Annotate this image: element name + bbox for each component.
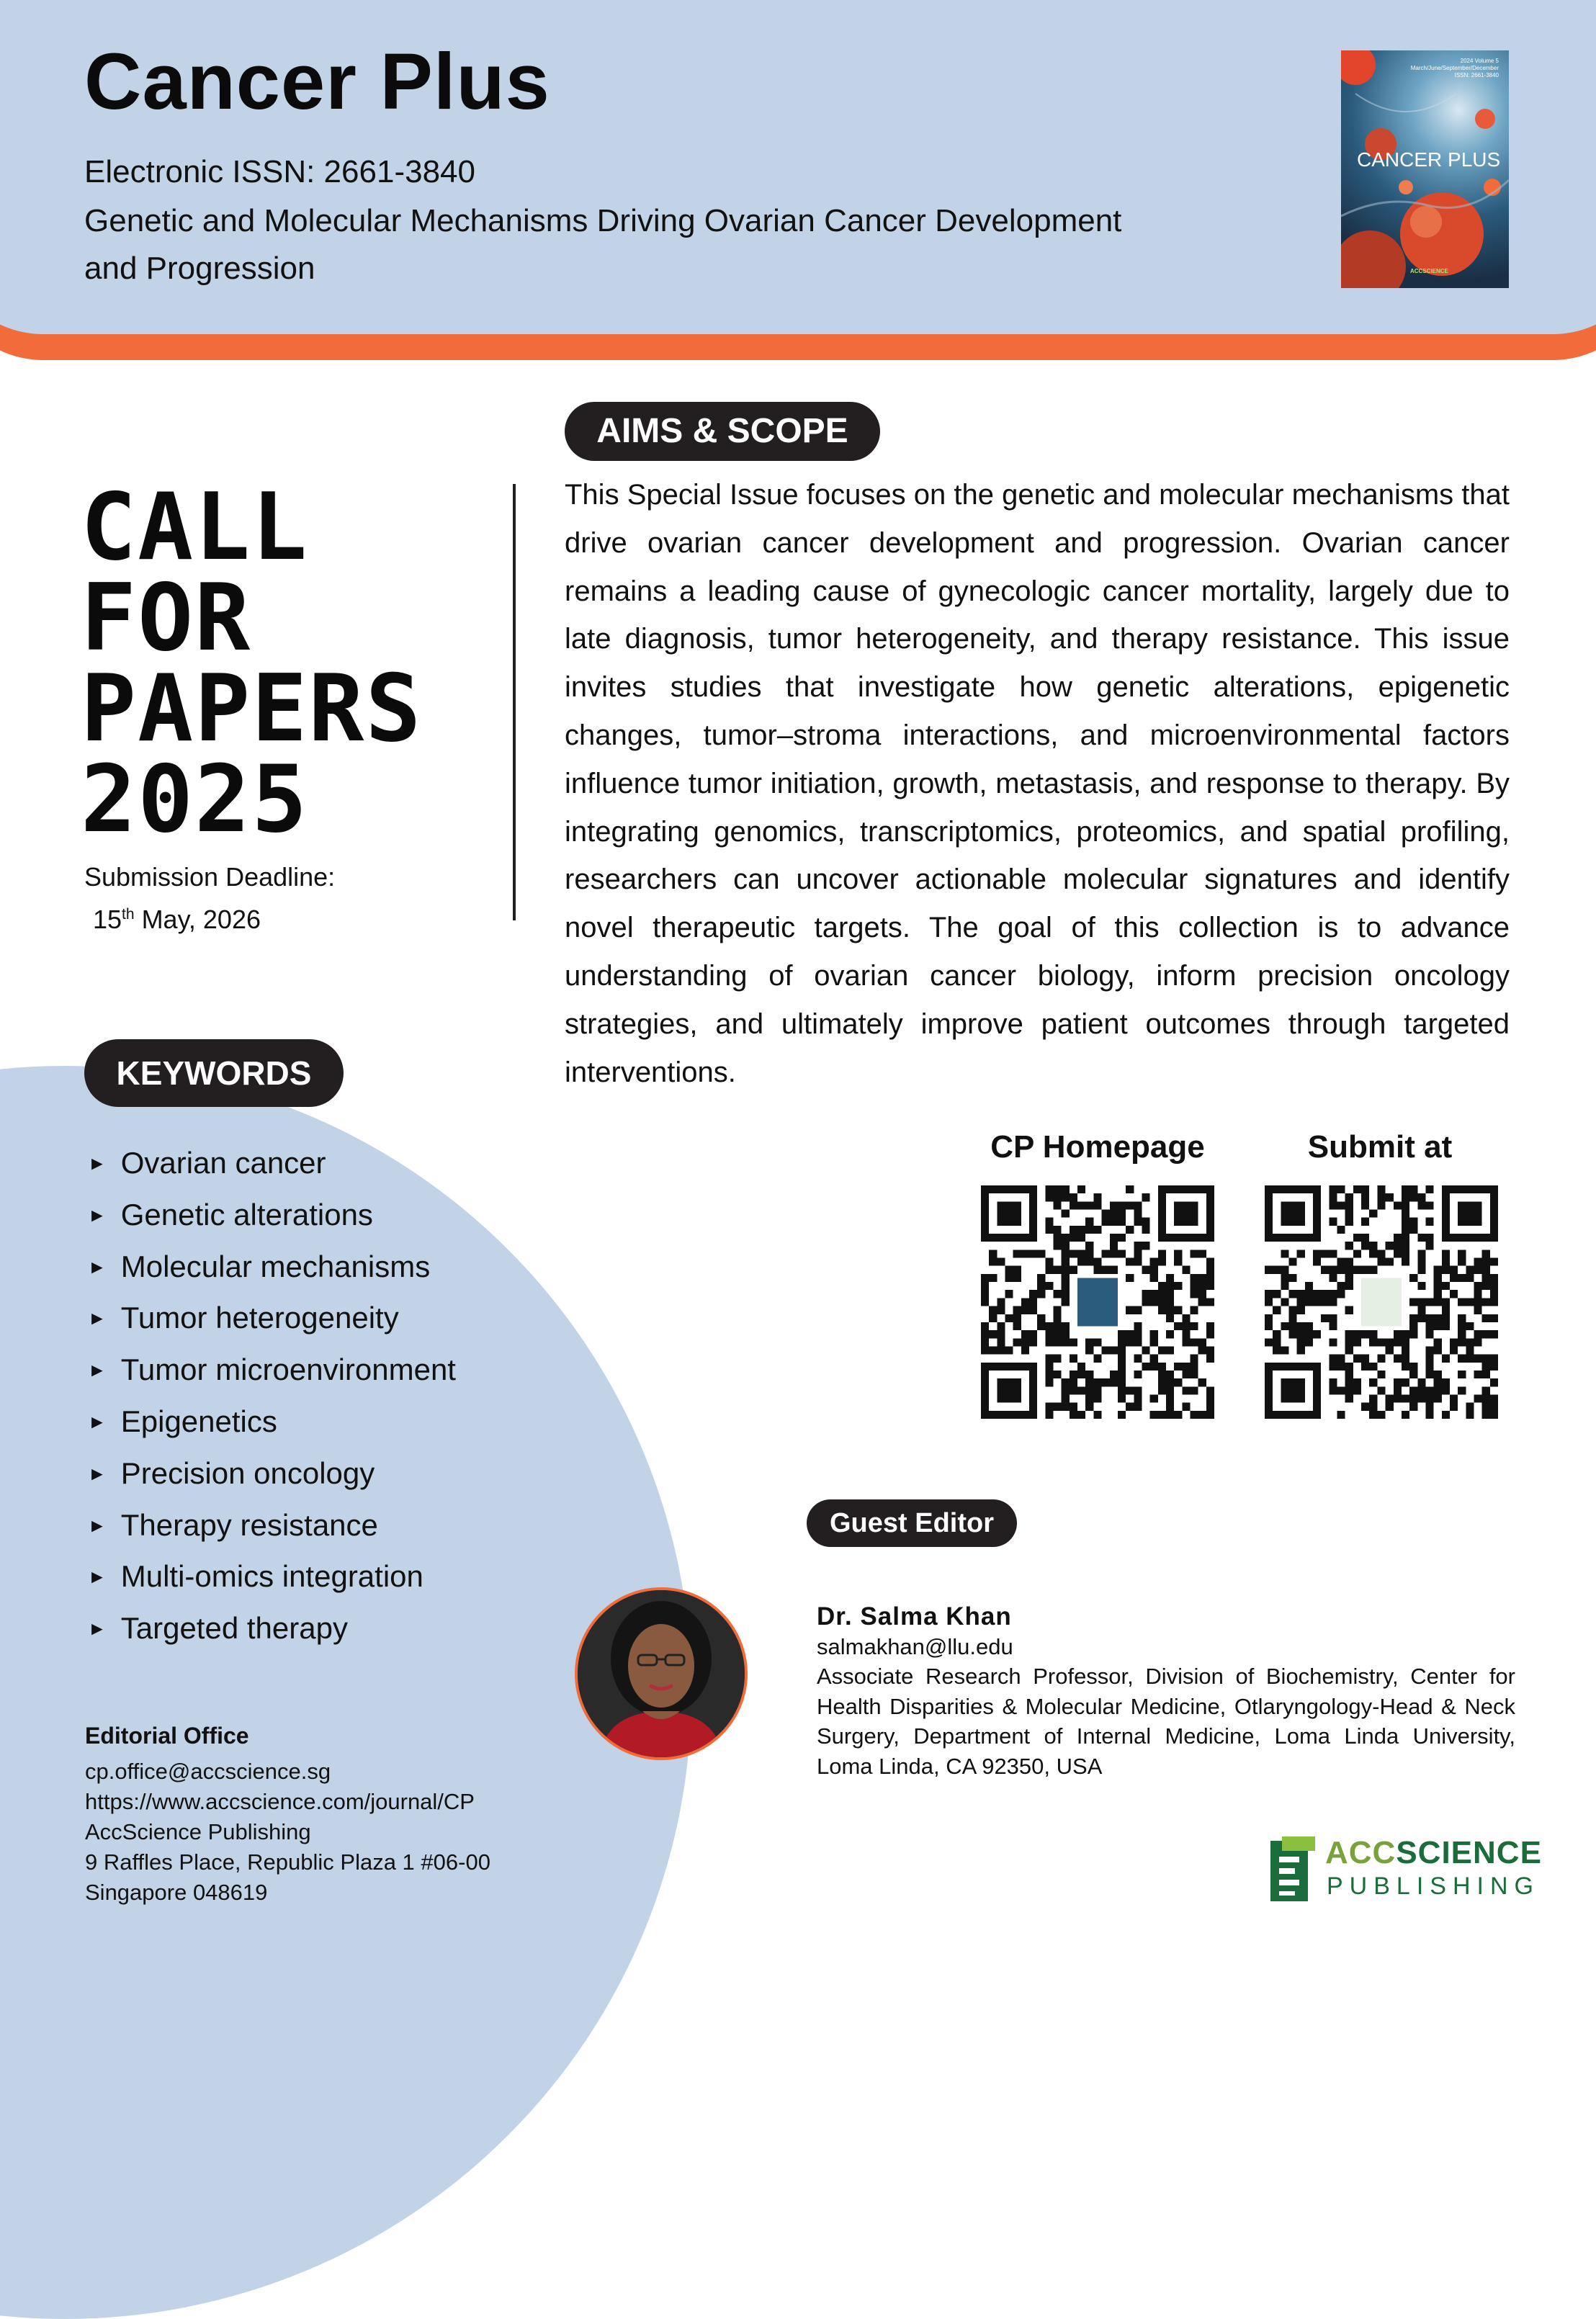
guest-editor-info xyxy=(817,1602,1515,1781)
special-issue-title-line2: and Progression xyxy=(84,251,315,286)
cover-volume: 2024 Volume 5 xyxy=(1460,58,1499,64)
cover-title: CANCER PLUS xyxy=(1357,148,1501,171)
bullet-arrow-icon: ► xyxy=(88,1307,107,1329)
vertical-divider xyxy=(513,484,516,920)
logo-acc: ACC xyxy=(1325,1835,1396,1870)
call-for-papers-heading xyxy=(81,474,423,853)
keyword-item xyxy=(88,1450,456,1502)
editor-email[interactable]: salmakhan@llu.edu xyxy=(817,1633,1013,1659)
submit-qr-code[interactable] xyxy=(1265,1185,1498,1419)
journal-issn: Electronic ISSN: 2661-3840 xyxy=(84,154,475,189)
office-heading: Editorial Office xyxy=(85,1723,249,1749)
journal-title: Cancer Plus xyxy=(84,37,550,126)
keyword-item xyxy=(88,1346,456,1398)
keyword-item xyxy=(88,1502,456,1553)
bullet-arrow-icon: ► xyxy=(88,1566,107,1588)
keywords-label: KEYWORDS xyxy=(84,1039,344,1107)
journal-cover-image[interactable] xyxy=(1341,50,1509,288)
keyword-text: Multi-omics integration xyxy=(120,1559,423,1594)
keyword-text: Tumor heterogeneity xyxy=(120,1301,399,1335)
office-address-line2: Singapore 048619 xyxy=(85,1880,268,1905)
cover-issues: March/June/September/December xyxy=(1410,65,1499,71)
keyword-item xyxy=(88,1191,456,1243)
bullet-arrow-icon: ► xyxy=(88,1514,107,1536)
guest-editor-label: Guest Editor xyxy=(807,1499,1017,1547)
submit-qr-label: Submit at xyxy=(1307,1129,1453,1165)
homepage-qr-code[interactable] xyxy=(981,1185,1214,1419)
cfp-line-papers: PAPERS xyxy=(81,655,423,763)
cfp-line-call: CALL xyxy=(81,474,309,581)
keyword-item xyxy=(88,1605,456,1656)
cfp-line-year: 2025 xyxy=(81,746,309,853)
guest-editor-photo xyxy=(575,1587,748,1760)
bullet-arrow-icon: ► xyxy=(88,1618,107,1640)
homepage-qr-label: CP Homepage xyxy=(990,1129,1205,1165)
accscience-logo-mark xyxy=(1266,1836,1317,1906)
keyword-item xyxy=(88,1139,456,1191)
keyword-text: Tumor microenvironment xyxy=(120,1353,456,1387)
editor-affiliation: Associate Research Professor, Division of Biochemistry, Center for Health Disparities & Molecular Medicine, Otlaryngology-Head & Neck Surgery, Department of Internal Medicine, Loma Linda University, Loma Linda, CA 92350, USA xyxy=(817,1664,1515,1779)
editorial-office xyxy=(85,1721,490,1908)
keyword-item xyxy=(88,1294,456,1346)
submission-deadline xyxy=(84,858,335,938)
keyword-text: Epigenetics xyxy=(120,1404,277,1438)
cfp-line-for: FOR xyxy=(81,565,252,672)
bullet-arrow-icon: ► xyxy=(88,1410,107,1432)
keyword-text: Targeted therapy xyxy=(120,1611,348,1646)
bullet-arrow-icon: ► xyxy=(88,1255,107,1278)
bullet-arrow-icon: ► xyxy=(88,1462,107,1484)
office-publisher: AccScience Publishing xyxy=(85,1819,311,1844)
keyword-item xyxy=(88,1398,456,1450)
deadline-date xyxy=(84,896,335,938)
keyword-item xyxy=(88,1243,456,1295)
editor-name: Dr. Salma Khan xyxy=(817,1602,1012,1631)
cover-publisher: ACCSCIENCE xyxy=(1410,268,1448,274)
special-issue-title-line1: Genetic and Molecular Mechanisms Driving Ovarian Cancer Development xyxy=(84,203,1122,238)
keyword-text: Therapy resistance xyxy=(120,1507,378,1542)
aims-scope-text: This Special Issue focuses on the genetic and molecular mechanisms that drive ovarian cancer development and progression. Ovarian cancer remains a leading cause of gynecologic cancer mortality, largely due to late diagnosis, tumor heterogeneity, and therapy resistance. This issue invites studies that investigate how genetic alterations, epigenetic changes, tumor–stroma interactions, and microenvironmental factors influence tumor initiation, growth, metastasis, and response to therapy. By integrating genomics, transcriptomics, proteomics, and spatial profiling, researchers can uncover actionable molecular signatures and identify novel therapeutic targets. The goal of this collection is to advance understanding of ovarian cancer biology, inform precision oncology strategies, and ultimately improve patient outcomes through targeted interventions. xyxy=(565,479,1510,1088)
keyword-text: Molecular mechanisms xyxy=(120,1249,431,1283)
keyword-text: Ovarian cancer xyxy=(120,1146,326,1180)
bullet-arrow-icon: ► xyxy=(88,1152,107,1174)
bullet-arrow-icon: ► xyxy=(88,1203,107,1226)
editor-portrait xyxy=(578,1590,745,1757)
deadline-day-suffix: th xyxy=(122,906,135,923)
keyword-text: Genetic alterations xyxy=(120,1197,373,1232)
keyword-list xyxy=(88,1139,456,1656)
bullet-arrow-icon: ► xyxy=(88,1359,107,1381)
keyword-text: Precision oncology xyxy=(120,1455,375,1490)
deadline-month-year: May, 2026 xyxy=(134,905,261,934)
office-address-line1: 9 Raffles Place, Republic Plaza 1 #06-00 xyxy=(85,1849,490,1875)
office-url[interactable]: https://www.accscience.com/journal/CP xyxy=(85,1789,475,1814)
logo-publishing: PUBLISHING xyxy=(1327,1872,1540,1900)
logo-wordmark xyxy=(1325,1835,1542,1871)
logo-science: SCIENCE xyxy=(1396,1835,1542,1870)
office-email[interactable]: cp.office@accscience.sg xyxy=(85,1759,331,1784)
keyword-item xyxy=(88,1553,456,1605)
deadline-label: Submission Deadline: xyxy=(84,862,336,892)
deadline-day: 15 xyxy=(93,905,122,934)
aims-scope-label: AIMS & SCOPE xyxy=(565,402,880,461)
cover-issn: ISSN: 2661-3840 xyxy=(1454,72,1499,79)
